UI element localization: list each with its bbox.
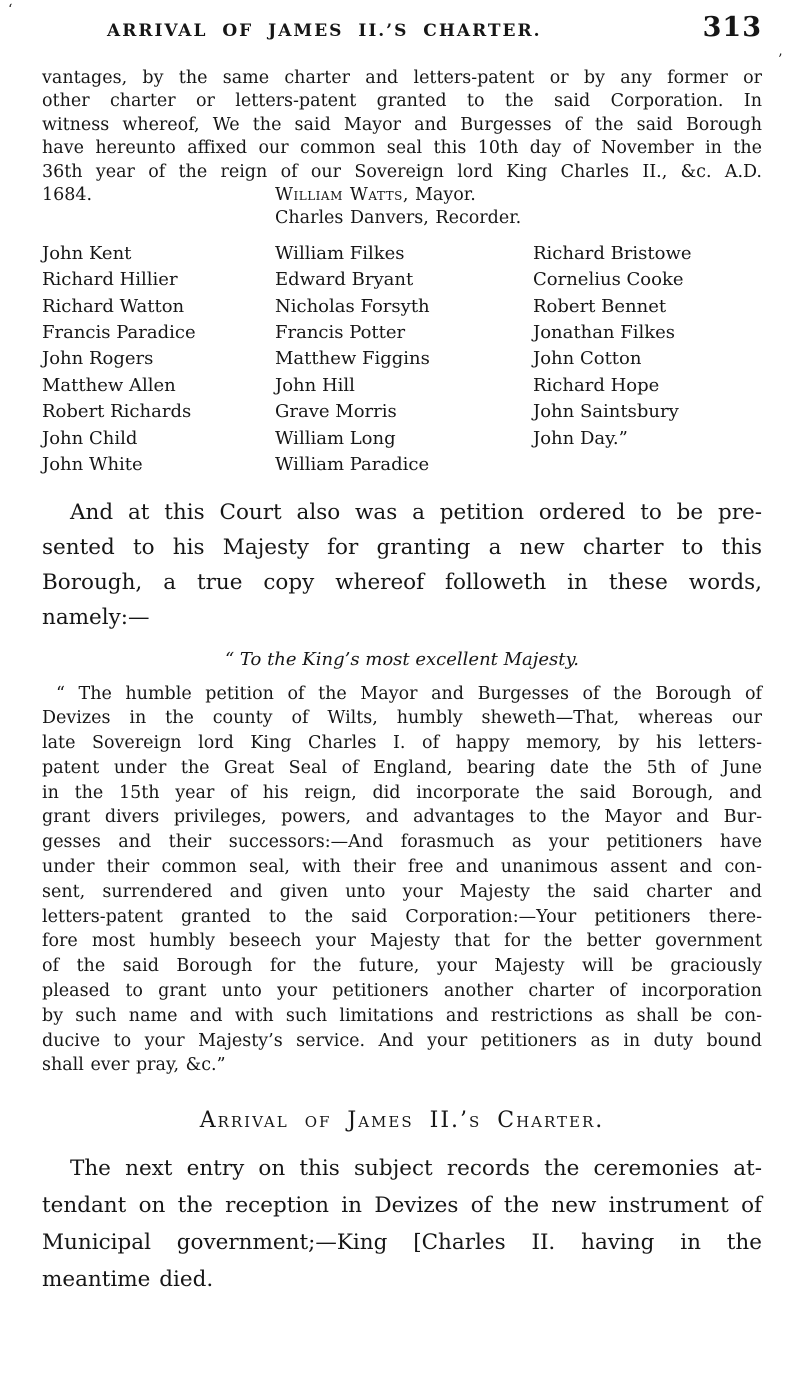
- text-line: meantime died.: [42, 1266, 214, 1292]
- text-line: Municipal government;—King [Charles II. having in the: [42, 1229, 762, 1255]
- text-line: have hereunto affixed our common seal this 10th day of November in the: [42, 138, 762, 159]
- text-line: fore most humbly beseech your Majesty that for the better government: [42, 931, 762, 952]
- signatory-name: John Child: [42, 427, 138, 449]
- signatory-name: Francis Paradice: [42, 322, 196, 344]
- signatory-name: Nicholas Forsyth: [275, 295, 430, 317]
- signatory-name: William Paradice: [275, 454, 430, 476]
- signatory-name: John Hill: [275, 374, 355, 396]
- recorder-signature: Charles Danvers, Recorder.: [275, 208, 522, 229]
- text-line: under their common seal, with their free and unanimous assent and con-: [42, 857, 762, 878]
- signatory-name: John Saintsbury: [533, 401, 679, 423]
- text-line: pleased to grant unto your petitioners another charter of incorporation: [42, 981, 762, 1002]
- signatory-name: Richard Bristowe: [533, 242, 692, 264]
- text-line: tendant on the reception in Devizes of the new instrument of: [42, 1193, 762, 1219]
- signatory-name: Edward Bryant: [275, 269, 414, 291]
- signatory-name: Richard Hillier: [42, 269, 178, 291]
- text-line: grant divers privileges, powers, and advantages to the Mayor and Bur-: [42, 807, 762, 828]
- closing-paragraph: [42, 1151, 762, 1298]
- petition-heading: “ To the King’s most excellent Majesty.: [224, 648, 579, 670]
- page-header: [42, 12, 762, 43]
- text-line: Borough, a true copy whereof followeth in these words,: [42, 569, 762, 595]
- scan-artifact-mark: ’: [778, 52, 783, 68]
- text-line: 36th year of the reign of our Sovereign lord King Charles II., &c. A.D.: [42, 161, 762, 182]
- text-line: by such name and with such limitations and restrictions as shall be con-: [42, 1005, 762, 1026]
- text-line: The next entry on this subject records the ceremonies at-: [70, 1156, 762, 1182]
- text-line: in the 15th year of his reign, did incorporate the said Borough, and: [42, 782, 762, 803]
- scan-artifact-mark: ‘: [8, 2, 13, 18]
- text-line: And at this Court also was a petition ordered to be pre-: [70, 499, 762, 525]
- page-number: 313: [702, 12, 762, 43]
- text-line: shall ever pray, &c.”: [42, 1055, 226, 1076]
- text-line: ducive to your Majesty’s service. And your petitioners as in duty bound: [42, 1030, 762, 1051]
- mayor-signature: [275, 184, 476, 207]
- signatories-column-2: [275, 241, 533, 479]
- charter-paragraph-lines: [42, 67, 762, 184]
- signatory-name: Robert Richards: [42, 401, 192, 423]
- running-title: ARRIVAL OF JAMES II.’S CHARTER.: [107, 21, 542, 41]
- text-line: namely:—: [42, 604, 150, 630]
- charter-paragraph: [42, 67, 762, 231]
- court-paragraph: [42, 495, 762, 635]
- signatory-name: Jonathan Filkes: [533, 322, 676, 344]
- signatories-table: [42, 241, 762, 479]
- signatory-name: Matthew Allen: [42, 374, 176, 396]
- signatory-name: Francis Potter: [275, 322, 406, 344]
- signatory-name: Cornelius Cooke: [533, 269, 684, 291]
- text-line: “ The humble petition of the Mayor and Burgesses of the Borough of: [56, 683, 762, 704]
- signatory-name: John Cotton: [533, 348, 642, 370]
- text-line: sented to his Majesty for granting a new charter to this: [42, 534, 762, 560]
- signatories-column-3: [533, 241, 762, 479]
- signatory-name: Grave Morris: [275, 401, 397, 423]
- text-line: sent, surrendered and given unto your Majesty the said charter and: [42, 881, 762, 902]
- signatory-name: John Day.”: [533, 427, 628, 449]
- text-line: witness whereof, We the said Mayor and Burgesses of the said Borough: [42, 114, 762, 135]
- signatory-name: Robert Bennet: [533, 295, 667, 317]
- court-paragraph-lines: [42, 495, 762, 600]
- signatories-column-1: [42, 241, 275, 479]
- signatory-name: William Filkes: [275, 242, 405, 264]
- section-heading: Arrival of James II.’s Charter.: [199, 1108, 605, 1134]
- text-line: letters-patent granted to the said Corporation:—Your petitioners there-: [42, 906, 762, 927]
- signatory-name: Matthew Figgins: [275, 348, 430, 370]
- signatory-name: John Rogers: [42, 348, 154, 370]
- year-label: 1684.: [42, 185, 93, 206]
- signatory-name: William Long: [275, 427, 396, 449]
- signatory-name: Richard Watton: [42, 295, 185, 317]
- mayor-title: , Mayor.: [402, 185, 476, 206]
- closing-paragraph-lines: [42, 1151, 762, 1261]
- text-line: of the said Borough for the future, your Majesty will be graciously: [42, 956, 762, 977]
- petition-paragraph: [42, 682, 762, 1079]
- text-line: Devizes in the county of Wilts, humbly sheweth—That, whereas our: [42, 708, 762, 729]
- text-line: patent under the Great Seal of England, bearing date the 5th of June: [42, 757, 762, 778]
- signature-row: [42, 184, 762, 207]
- text-line: vantages, by the same charter and letters-patent or by any former or: [42, 68, 762, 88]
- text-line: other charter or letters-patent granted to the said Corporation. In: [42, 91, 762, 112]
- petition-paragraph-lines: [42, 682, 762, 1054]
- signatory-name: John Kent: [42, 242, 132, 264]
- text-line: late Sovereign lord King Charles I. of happy memory, by his letters-: [42, 733, 762, 754]
- signatory-name: Richard Hope: [533, 374, 660, 396]
- mayor-name: William Watts: [275, 185, 403, 206]
- signatory-name: John White: [42, 454, 143, 476]
- text-line: gesses and their successors:—And forasmuch as your petitioners have: [42, 832, 762, 853]
